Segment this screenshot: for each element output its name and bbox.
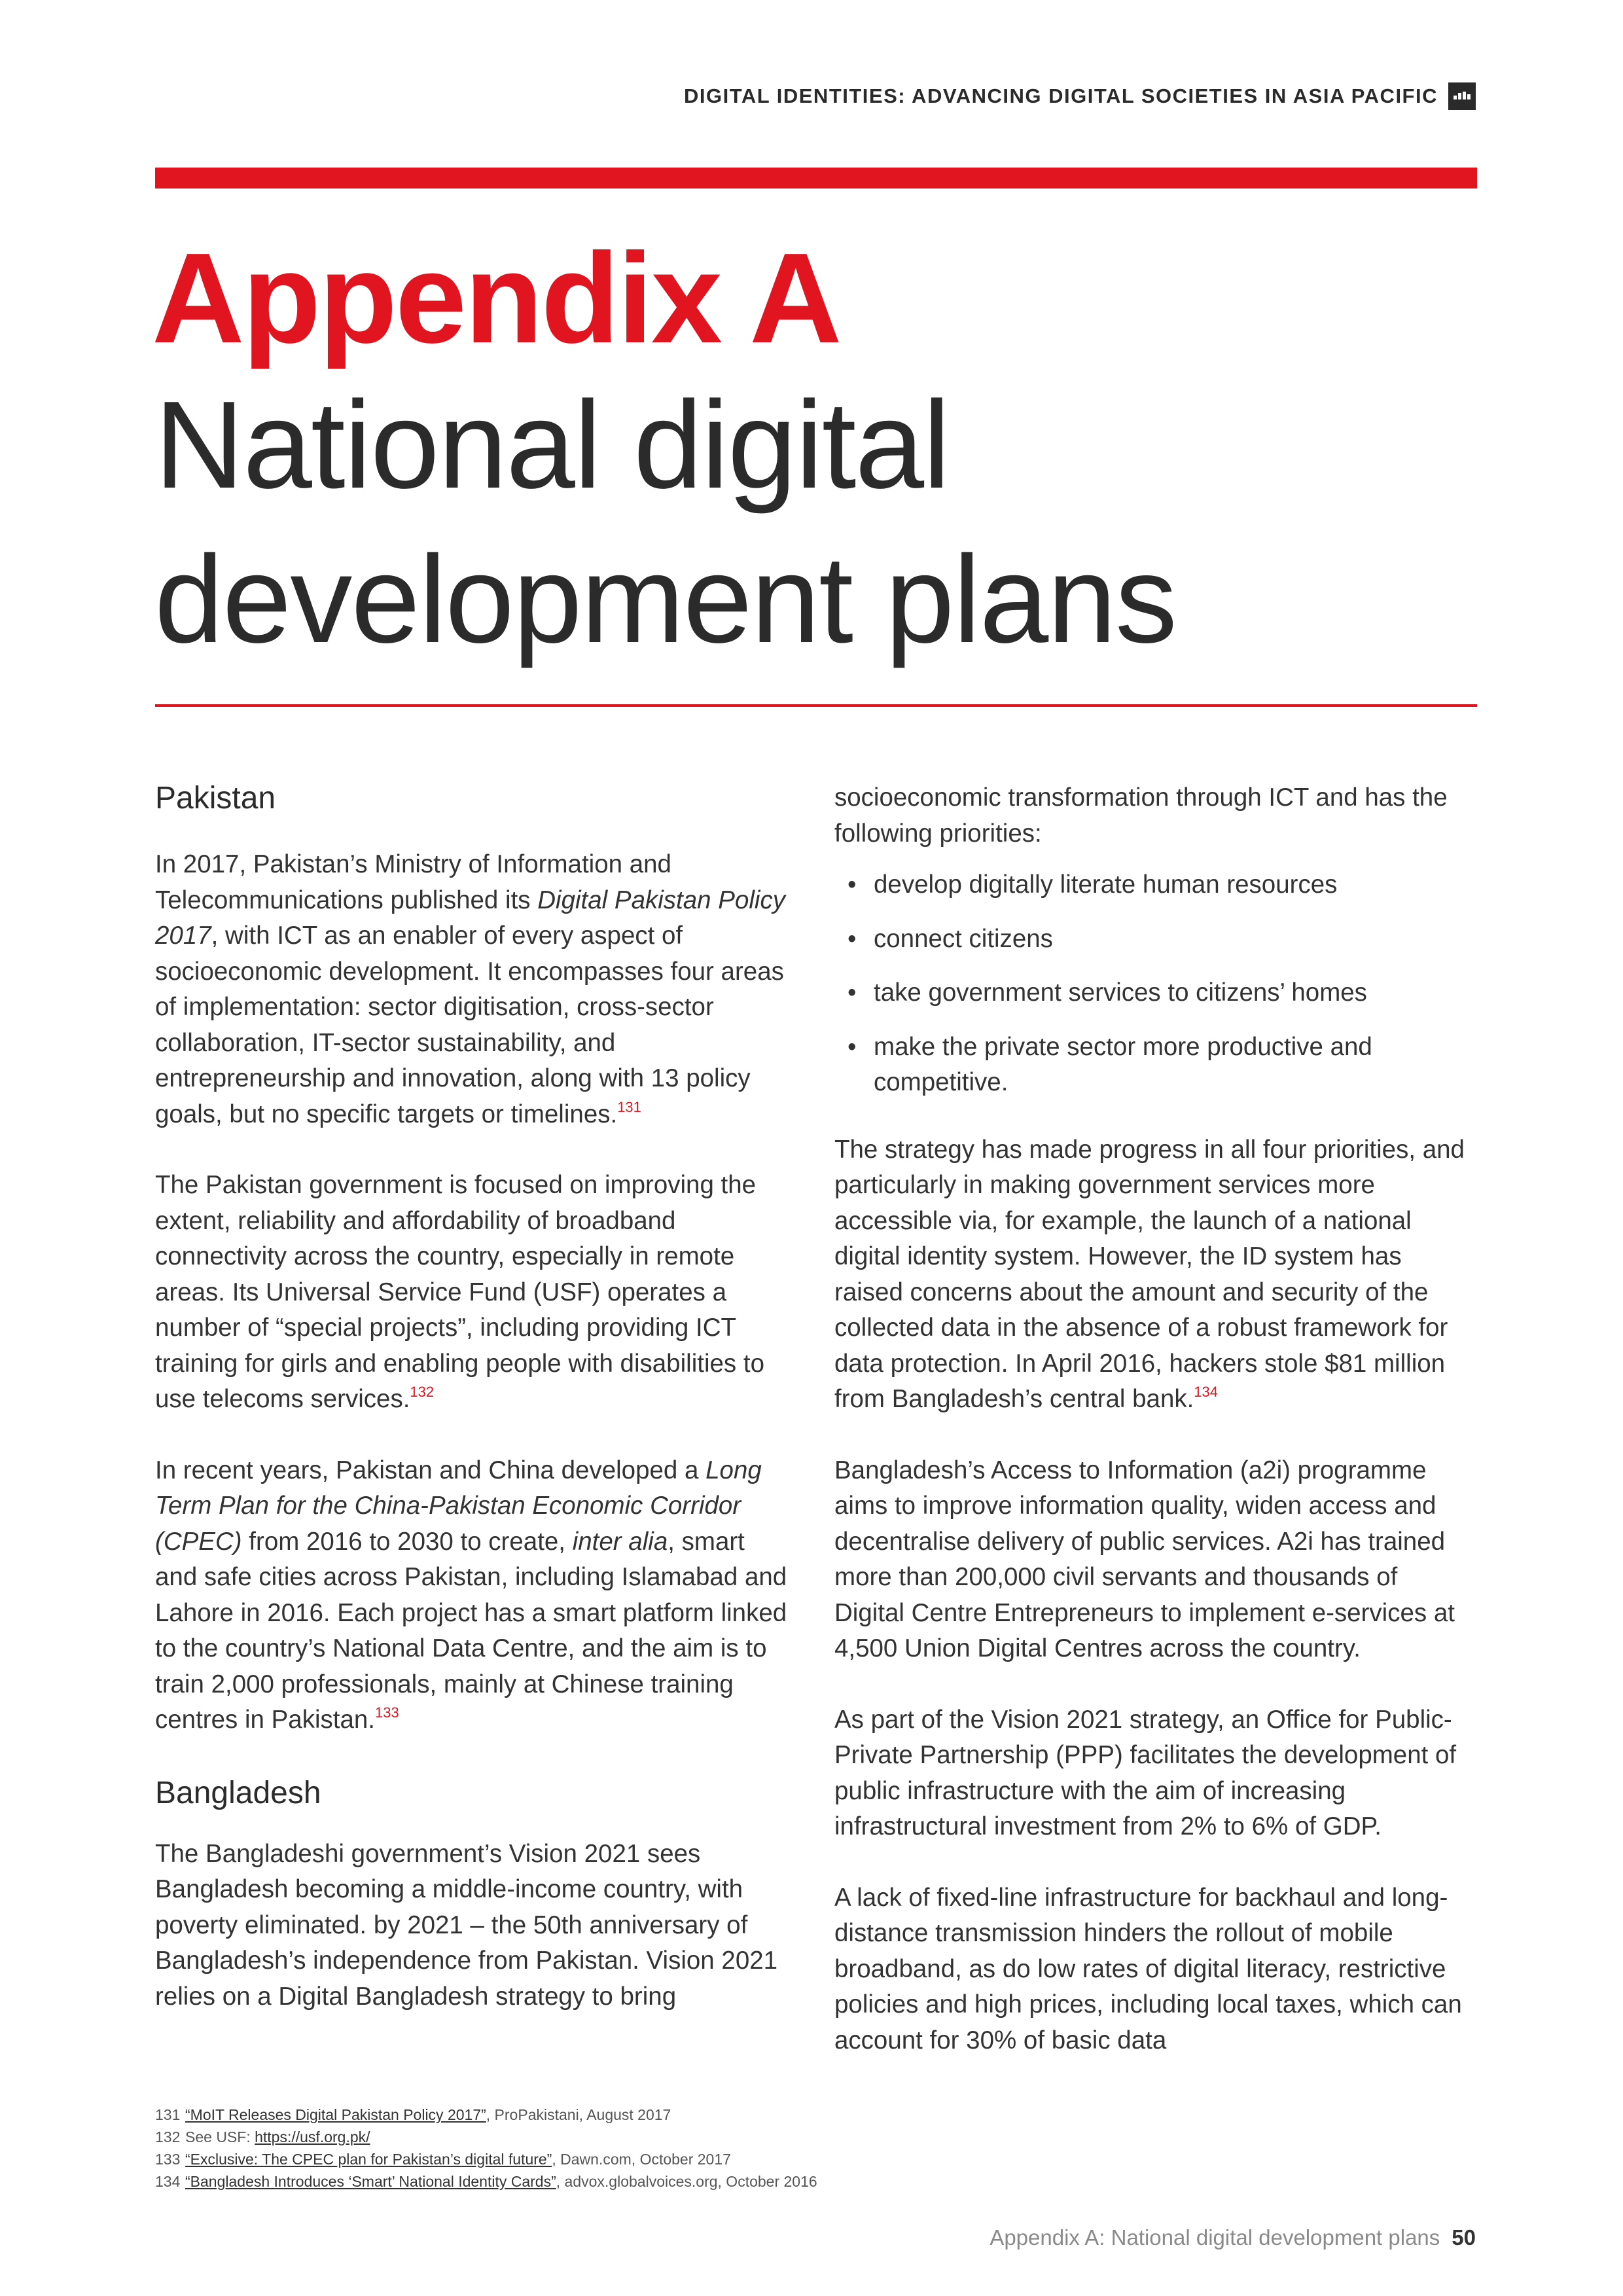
page-footer — [990, 2225, 1476, 2250]
footnote-prefix: See USF: — [185, 2128, 255, 2145]
footnote-ref[interactable]: 134 — [1194, 1384, 1219, 1400]
paragraph-text: The Pakistan government is focused on improving the extent, reliability and affordability of broadband connectivity across the country, especially in remote areas. Its Universal Service Fund (USF) operates a number of “special projects”, including providing ICT training for girls and enabling people with disabilities to use telecoms services. — [155, 1171, 764, 1413]
section-heading-pakistan: Pakistan — [155, 781, 276, 816]
page-title-line-2: development plans — [154, 530, 1176, 669]
footnote-link[interactable]: “MoIT Releases Digital Pakistan Policy 2017” — [185, 2106, 486, 2123]
paragraph-text: The strategy has made progress in all four priorities, and particularly in making government services more accessible via, for example, the launch of a national digital identity system. However, the ID system has raised concerns about the amount and security of the collected data in the absence of a robust framework for data protection. In April 2016, hackers stole $81 million from Bangladesh’s central bank. — [834, 1135, 1465, 1413]
paragraph-text: In 2017, Pakistan’s Ministry of Information and Telecommunications published its — [155, 850, 671, 914]
paragraph — [155, 1453, 790, 1738]
paragraph-text: , with ICT as an enabler of every aspect of socioeconomic development. It encompasses four areas of implementation: sector digitisation, cross-sector collaboration, IT-sector sustainability, and entrepreneurship and innovation, along with 13 policy goals, but no specific targets or timelines. — [155, 922, 784, 1128]
paragraph-text: from 2016 to 2030 to create, — [241, 1527, 573, 1556]
policy-title: Digital Pakistan Policy 2017 — [155, 886, 785, 950]
footnotes — [155, 2104, 1464, 2193]
left-column — [155, 779, 790, 2050]
paragraph: socioeconomic transformation through ICT and has the following priorities: — [834, 783, 1448, 848]
paragraph — [155, 847, 790, 1132]
page-title-line-1: National digital — [154, 376, 950, 514]
list-item: • make the private sector more productive and competitive. — [834, 1030, 1469, 1101]
latin-phrase: inter alia — [572, 1527, 668, 1556]
right-column — [834, 780, 1469, 2094]
footnote — [155, 2170, 1464, 2193]
footnote-source: , ProPakistani, August 2017 — [486, 2106, 671, 2123]
footnote-link[interactable]: “Exclusive: The CPEC plan for Pakistan’s digital future” — [185, 2151, 552, 2168]
list-item: • develop digitally literate human resources — [834, 867, 1469, 903]
gsma-logo-icon — [1448, 82, 1476, 110]
footnote-number: 132 — [155, 2128, 181, 2145]
footnote-number: 134 — [155, 2173, 181, 2190]
running-header — [684, 82, 1476, 110]
title-divider — [155, 704, 1477, 707]
footnote-number: 133 — [155, 2151, 181, 2168]
paragraph — [834, 1132, 1469, 1418]
footnote-link[interactable]: “Bangladesh Introduces ‘Smart’ National Identity Cards” — [185, 2173, 556, 2190]
footnote — [155, 2148, 1464, 2170]
footnote-link[interactable]: https://usf.org.pk/ — [255, 2128, 370, 2145]
appendix-label: Appendix A — [152, 226, 840, 370]
footnote-ref[interactable]: 131 — [617, 1098, 641, 1115]
paragraph: As part of the Vision 2021 strategy, an Office for Public-Private Partnership (PPP) facilitates the development of public infrastructure with the aim of increasing infrastructural investment from 2% to 6% of GDP. — [834, 1705, 1457, 1840]
list-item: • connect citizens — [834, 922, 1469, 958]
list-item: • take government services to citizens’ homes — [834, 975, 1469, 1011]
footnote-source: , Dawn.com, October 2017 — [552, 2151, 731, 2168]
running-title: DIGITAL IDENTITIES: ADVANCING DIGITAL SOCIETIES IN ASIA PACIFIC — [684, 84, 1438, 107]
footnote-ref[interactable]: 132 — [410, 1384, 435, 1400]
page-title — [154, 368, 1176, 677]
plan-title: Long Term Plan for the China-Pakistan Economic Corridor (CPEC) — [155, 1456, 762, 1556]
paragraph: The Bangladeshi government’s Vision 2021 sees Bangladesh becoming a middle-income country, with poverty eliminated. by 2021 – the 50th anniversary of Bangladesh’s independence from Pakistan. Vision 2021 relies on a Digital Bangladesh strategy to bring — [155, 1839, 778, 2011]
paragraph-text: , smart and safe cities across Pakistan, including Islamabad and Lahore in 2016. Each project has a smart platform linked to the country’s National Data Centre, and the aim is to train 2,000 professionals, mainly at Chinese training centres in Pakistan. — [155, 1527, 787, 1734]
footnote-ref[interactable]: 133 — [374, 1704, 399, 1721]
paragraph-text: In recent years, Pakistan and China developed a — [155, 1456, 706, 1484]
priorities-list — [834, 867, 1469, 1101]
section-heading-bangladesh: Bangladesh — [155, 1775, 321, 1810]
paragraph: A lack of fixed-line infrastructure for backhaul and long-distance transmission hinders the rollout of mobile broadband, as do low rates of digital literacy, restrictive policies and high prices, including local taxes, which can account for 30% of basic data — [834, 1883, 1462, 2054]
page-number: 50 — [1452, 2225, 1476, 2250]
footnote — [155, 2126, 1464, 2148]
footnote-number: 131 — [155, 2106, 181, 2123]
paragraph — [155, 1168, 790, 1418]
footnote-source: , advox.globalvoices.org, October 2016 — [556, 2173, 817, 2190]
paragraph: Bangladesh’s Access to Information (a2i) programme aims to improve information quality, widen access and decentralise delivery of public services. A2i has trained more than 200,000 civil servants and thousands of Digital Centre Entrepreneurs to implement e-services at 4,500 Union Digital Centres across the country. — [834, 1456, 1455, 1662]
header-accent-bar — [155, 168, 1477, 188]
footer-section-label: Appendix A: National digital development plans — [990, 2225, 1440, 2250]
footnote — [155, 2104, 1464, 2126]
